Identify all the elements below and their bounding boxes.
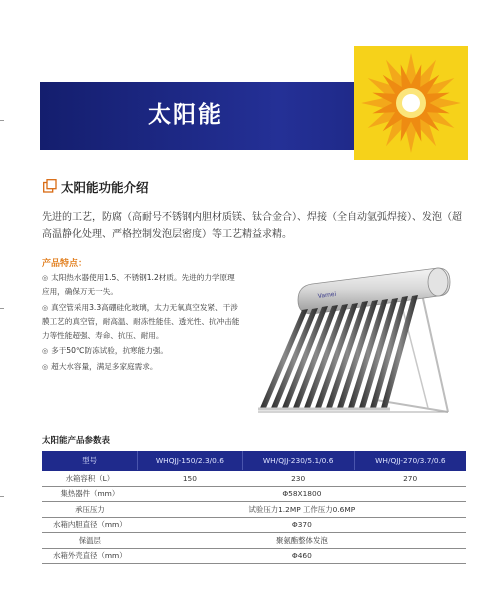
intro-paragraph: 先进的工艺，防腐（高耐号不锈钢内胆材质镁、钛合金合）、焊接（全自动氩弧焊接）、发泡（超高温静化处理、严格控制发泡层密度）等工艺精益求精。: [42, 212, 462, 240]
table-cell: 水箱容积（L）: [42, 471, 138, 487]
table-header-cell: WH/QJJ-230/5.1/0.6: [242, 451, 354, 471]
table-row: [42, 471, 466, 487]
bullet-icon: ◎: [42, 363, 49, 372]
table-row: [42, 548, 466, 564]
table-header-cell: 型号: [42, 451, 138, 471]
features-title: 产品特点：: [42, 259, 88, 269]
table-cell: Φ58X1800: [138, 486, 466, 502]
bullet-icon: ◎: [42, 274, 49, 282]
list-item: ◎ 太阳热水器使用1.5、不锈钢1.2材质。先进的力学原理应用，确保万无一失。: [42, 273, 235, 297]
table-cell: 试验压力1.2MP 工作压力0.6MP: [138, 502, 466, 518]
bullet-icon: ◎: [42, 347, 49, 356]
table-cell: 集热器件（mm）: [42, 486, 138, 502]
table-row: [42, 486, 466, 502]
table-row: [42, 533, 466, 549]
table-row: [42, 502, 466, 518]
table-row: [42, 517, 466, 533]
table-header-cell: WH/QJJ-270/3.7/0.6: [354, 451, 466, 471]
table-cell: 150: [138, 471, 242, 487]
svg-text:Vamei: Vamei: [317, 290, 337, 300]
table-cell: Φ460: [138, 548, 466, 564]
table-cell: 承压压力: [42, 502, 138, 518]
table-cell: 保温层: [42, 533, 138, 549]
bullet-icon: ◎: [42, 303, 49, 312]
table-cell: Φ370: [138, 517, 466, 533]
table-header-cell: WHQJJ-150/2.3/0.6: [138, 451, 242, 471]
spec-table: [42, 451, 466, 564]
table-cell: 聚氨酯整体发泡: [138, 533, 466, 549]
list-item: ◎ 真空管采用3.3高硼硅化玻璃，太力无氧真空发紧、干涉膜工艺的真空管，耐高温、耐冻性能佳、透光性、抗冲击能力等性能超强、寿命、抗压、耐用。: [42, 302, 240, 340]
table-cell: 270: [354, 471, 466, 487]
margin-mark: [0, 120, 4, 121]
table-header-row: [42, 451, 466, 471]
margin-mark: [0, 308, 4, 309]
section-bracket-icon: [43, 179, 57, 193]
sunflower-logo: [354, 46, 468, 160]
features-list: [42, 271, 242, 377]
table-title: 太阳能产品参数表: [42, 436, 111, 446]
table-cell: 水箱外壳直径（mm）: [42, 548, 138, 564]
table-cell: 230: [242, 471, 354, 487]
solar-water-heater-image: [252, 262, 458, 422]
section-title: 太阳能功能介绍: [61, 180, 149, 195]
list-item: ◎ 超大水容量，满足多家庭需求。: [42, 362, 158, 372]
page-title: 太阳能: [148, 102, 223, 128]
list-item: ◎ 多于50℃防冻试验，抗寒能力强。: [42, 346, 169, 356]
margin-mark: [0, 496, 4, 497]
table-cell: 水箱内胆直径（mm）: [42, 517, 138, 533]
